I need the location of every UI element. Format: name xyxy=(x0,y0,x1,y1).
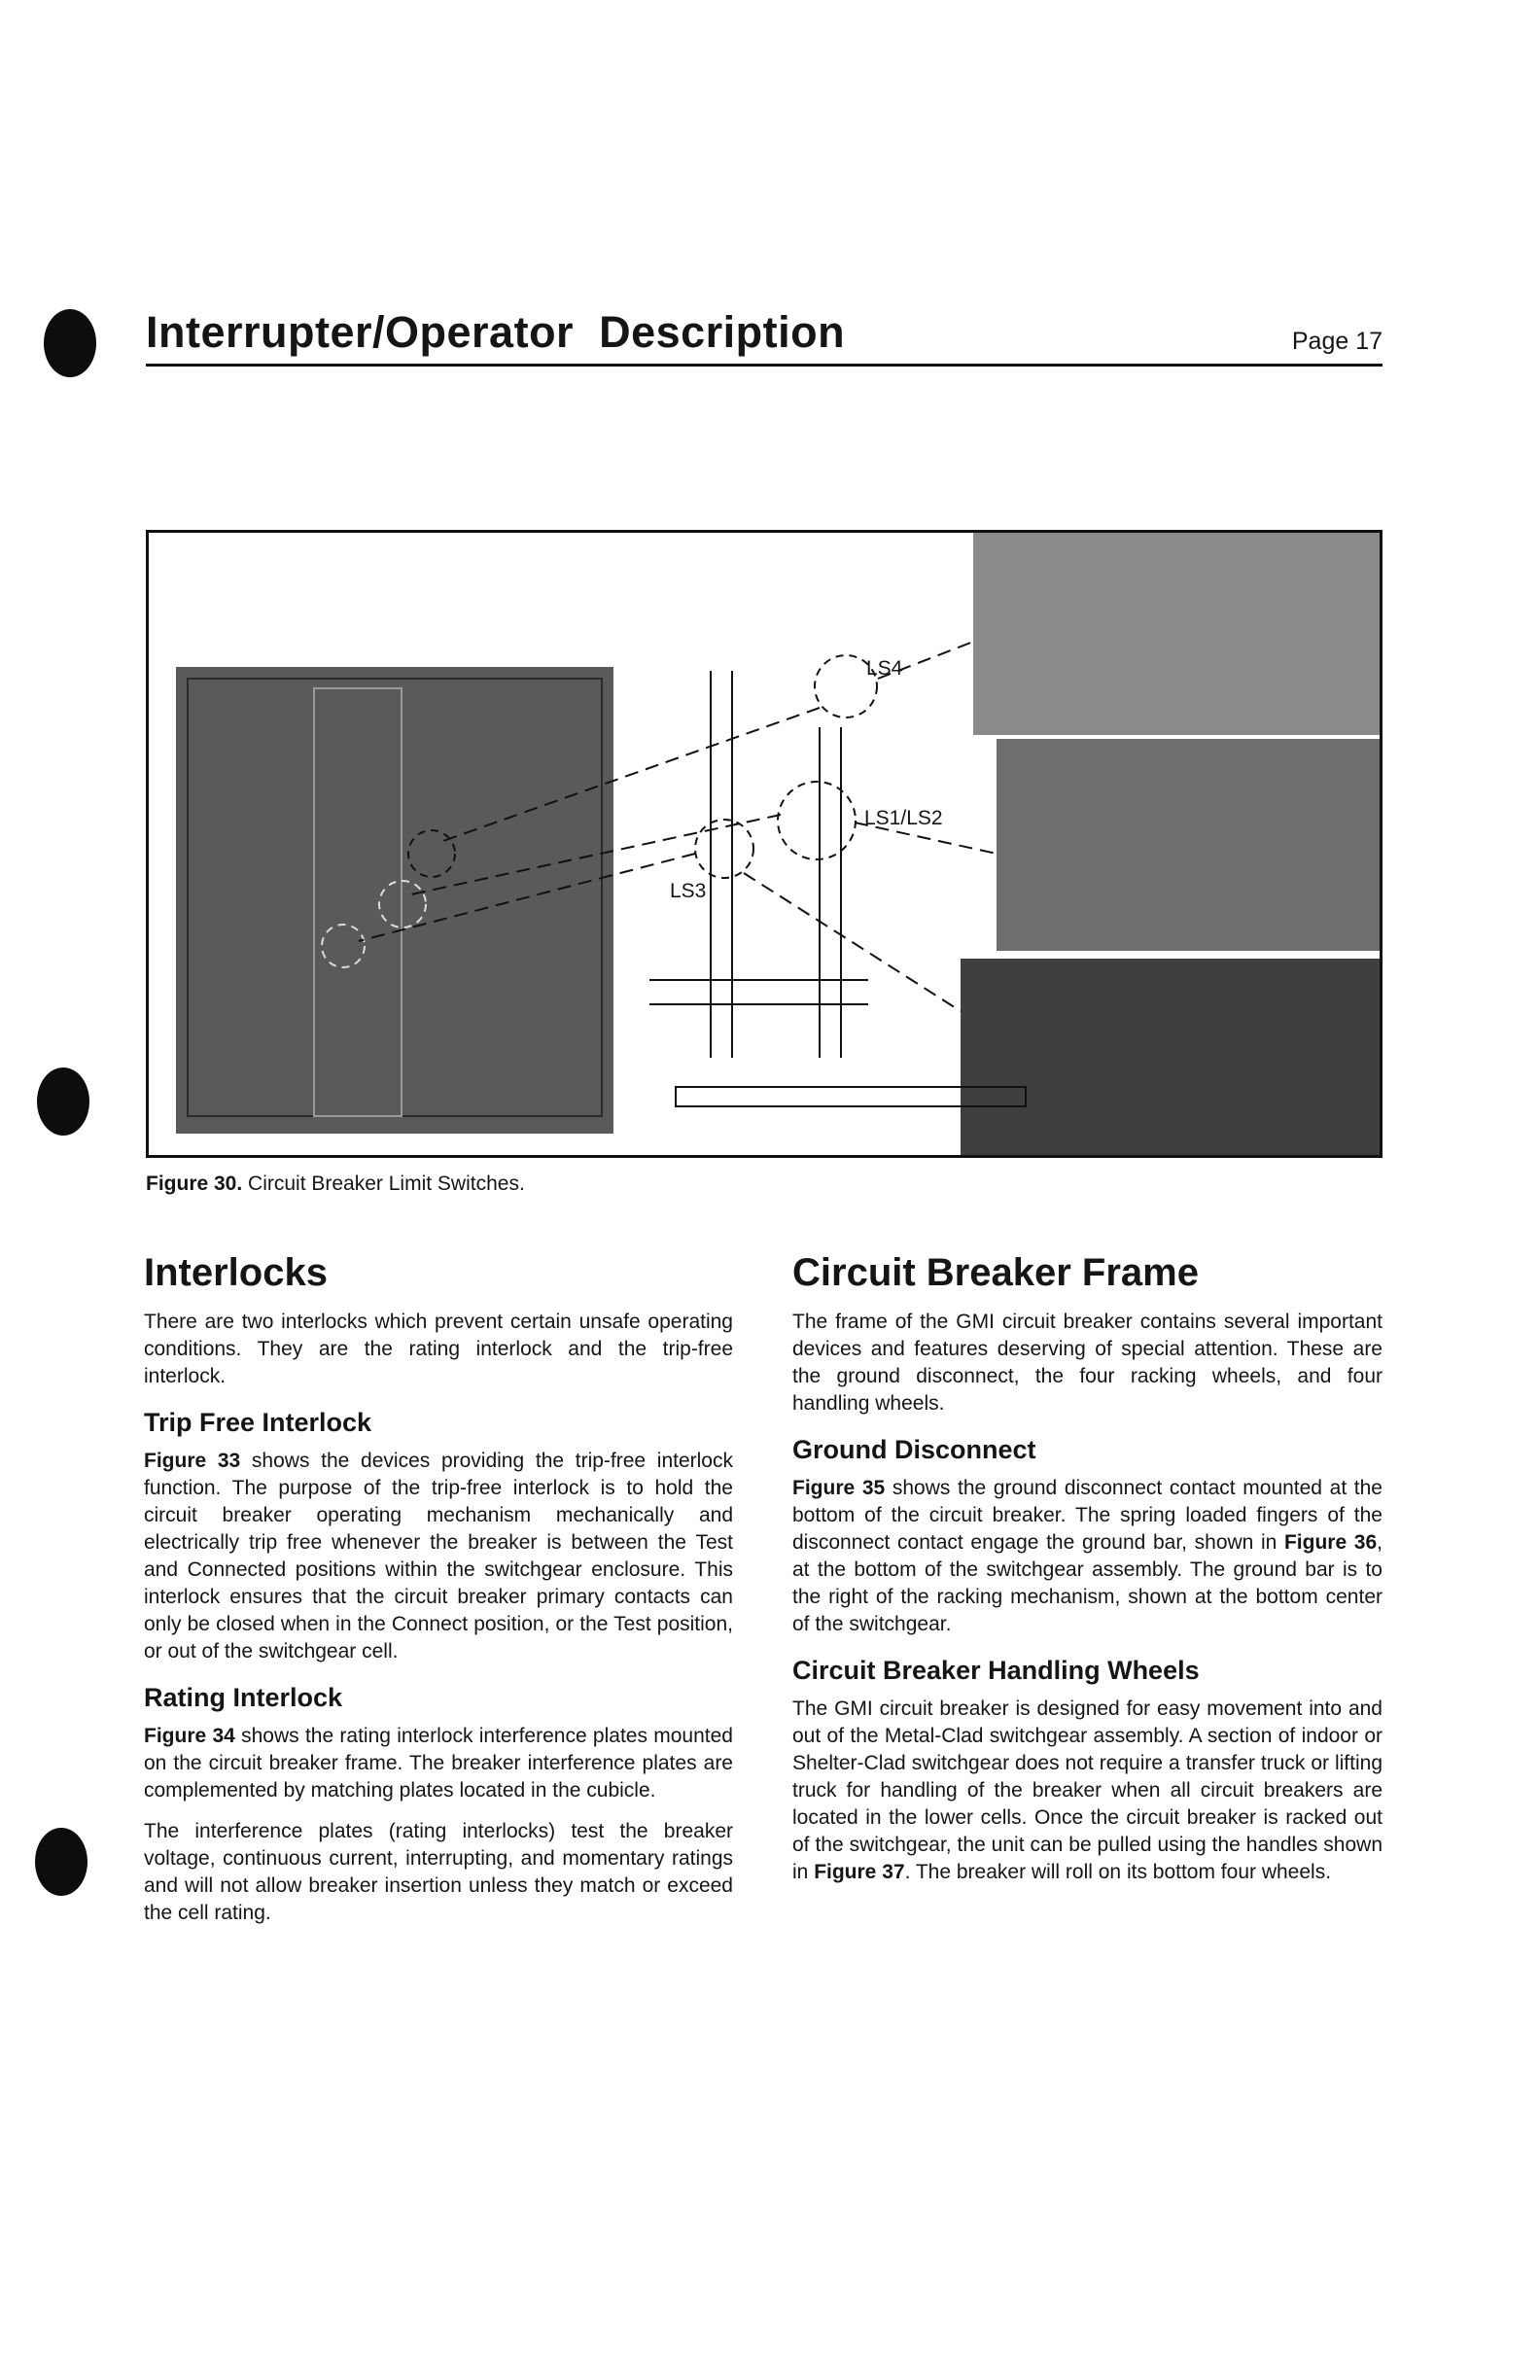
ground-paragraph xyxy=(792,1475,1382,1638)
paragraph-text: , at the bottom of the switchgear assembly. The ground bar is to the right of the racking mechanism, shown at the bottom center of the switchgear. xyxy=(792,1531,1382,1636)
punch-hole-middle xyxy=(37,1068,89,1136)
paragraph-text: The GMI circuit breaker is designed for easy movement into and out of the Metal-Clad switchgear assembly. A section of indoor or Shelter-Clad switchgear does not require a transfer truck or lifting truck for handling of the breaker when all circuit breakers are located in the lower cells. Once the circuit breaker is racked out of the switchgear, the unit can be pulled using the handles shown in xyxy=(792,1698,1382,1884)
label-ls3: LS3 xyxy=(670,880,707,902)
subheading-handling-wheels: Circuit Breaker Handling Wheels xyxy=(792,1656,1200,1686)
figure-reference: Figure 33 xyxy=(144,1450,241,1473)
interlocks-intro: There are two interlocks which prevent certain unsafe operating conditions. They are the rating interlock and the trip-free interlock. xyxy=(144,1311,733,1387)
subheading-trip-free: Trip Free Interlock xyxy=(144,1408,372,1437)
header-rule xyxy=(146,364,1382,367)
subheading-rating: Rating Interlock xyxy=(144,1683,343,1713)
caption-text: Circuit Breaker Limit Switches. xyxy=(242,1172,525,1195)
subheading-ground-disconnect: Ground Disconnect xyxy=(792,1435,1036,1464)
figure-reference: Figure 37 xyxy=(814,1861,905,1884)
switch-diagram xyxy=(149,533,1382,1158)
limit-switches-figure xyxy=(146,530,1382,1158)
trip-free-paragraph xyxy=(144,1448,733,1665)
figure-reference: Figure 35 xyxy=(792,1477,886,1500)
punch-hole-top xyxy=(44,309,96,377)
page-header xyxy=(146,309,1382,364)
section-heading-interlocks: Interlocks xyxy=(144,1251,328,1294)
right-column xyxy=(792,1250,1382,1900)
figure-reference: Figure 34 xyxy=(144,1725,235,1748)
section-heading-frame: Circuit Breaker Frame xyxy=(792,1251,1199,1294)
rating-paragraph xyxy=(144,1723,733,1804)
page-number: Page 17 xyxy=(1291,328,1382,355)
header-title: Interrupter/Operator Description xyxy=(146,307,846,357)
frame-intro: The frame of the GMI circuit breaker contains several important devices and features deserving of special attention. These are the ground disconnect, the four racking wheels, and four handling wheels. xyxy=(792,1311,1382,1415)
figure-caption xyxy=(146,1172,525,1196)
paragraph-text: shows the rating interlock interference plates mounted on the circuit breaker frame. The breaker interference plates are complemented by matching plates located in the cubicle. xyxy=(144,1725,733,1802)
rating-paragraph-2: The interference plates (rating interlocks) test the breaker voltage, continuous current, interrupting, and momentary ratings and will not allow breaker insertion unless they match or exceed the cell rating. xyxy=(144,1820,733,1925)
paragraph-text: shows the devices providing the trip-free interlock function. The purpose of the trip-free interlock is to hold the circuit breaker operating mechanism mechanically and electrically trip free whenever the breaker is between the Test and Connected positions within the switchgear enclosure. This interlock ensures that the circuit breaker primary contacts can only be closed when in the Connect position, or the Test position, or out of the switchgear cell. xyxy=(144,1450,733,1663)
wheels-paragraph xyxy=(792,1696,1382,1886)
figure-reference: Figure 36 xyxy=(1283,1531,1378,1555)
left-column xyxy=(144,1250,733,1941)
punch-hole-bottom xyxy=(35,1828,88,1896)
paragraph-text: . The breaker will roll on its bottom four wheels. xyxy=(904,1861,1332,1884)
paragraph-text: shows the ground disconnect contact mounted at the bottom of the circuit breaker. The spring loaded fingers of the disconnect contact engage the ground bar, shown in xyxy=(792,1477,1382,1555)
label-ls1-ls2: LS1/LS2 xyxy=(864,807,943,829)
figure-number: Figure 30. xyxy=(146,1172,243,1195)
label-ls4: LS4 xyxy=(866,657,903,680)
